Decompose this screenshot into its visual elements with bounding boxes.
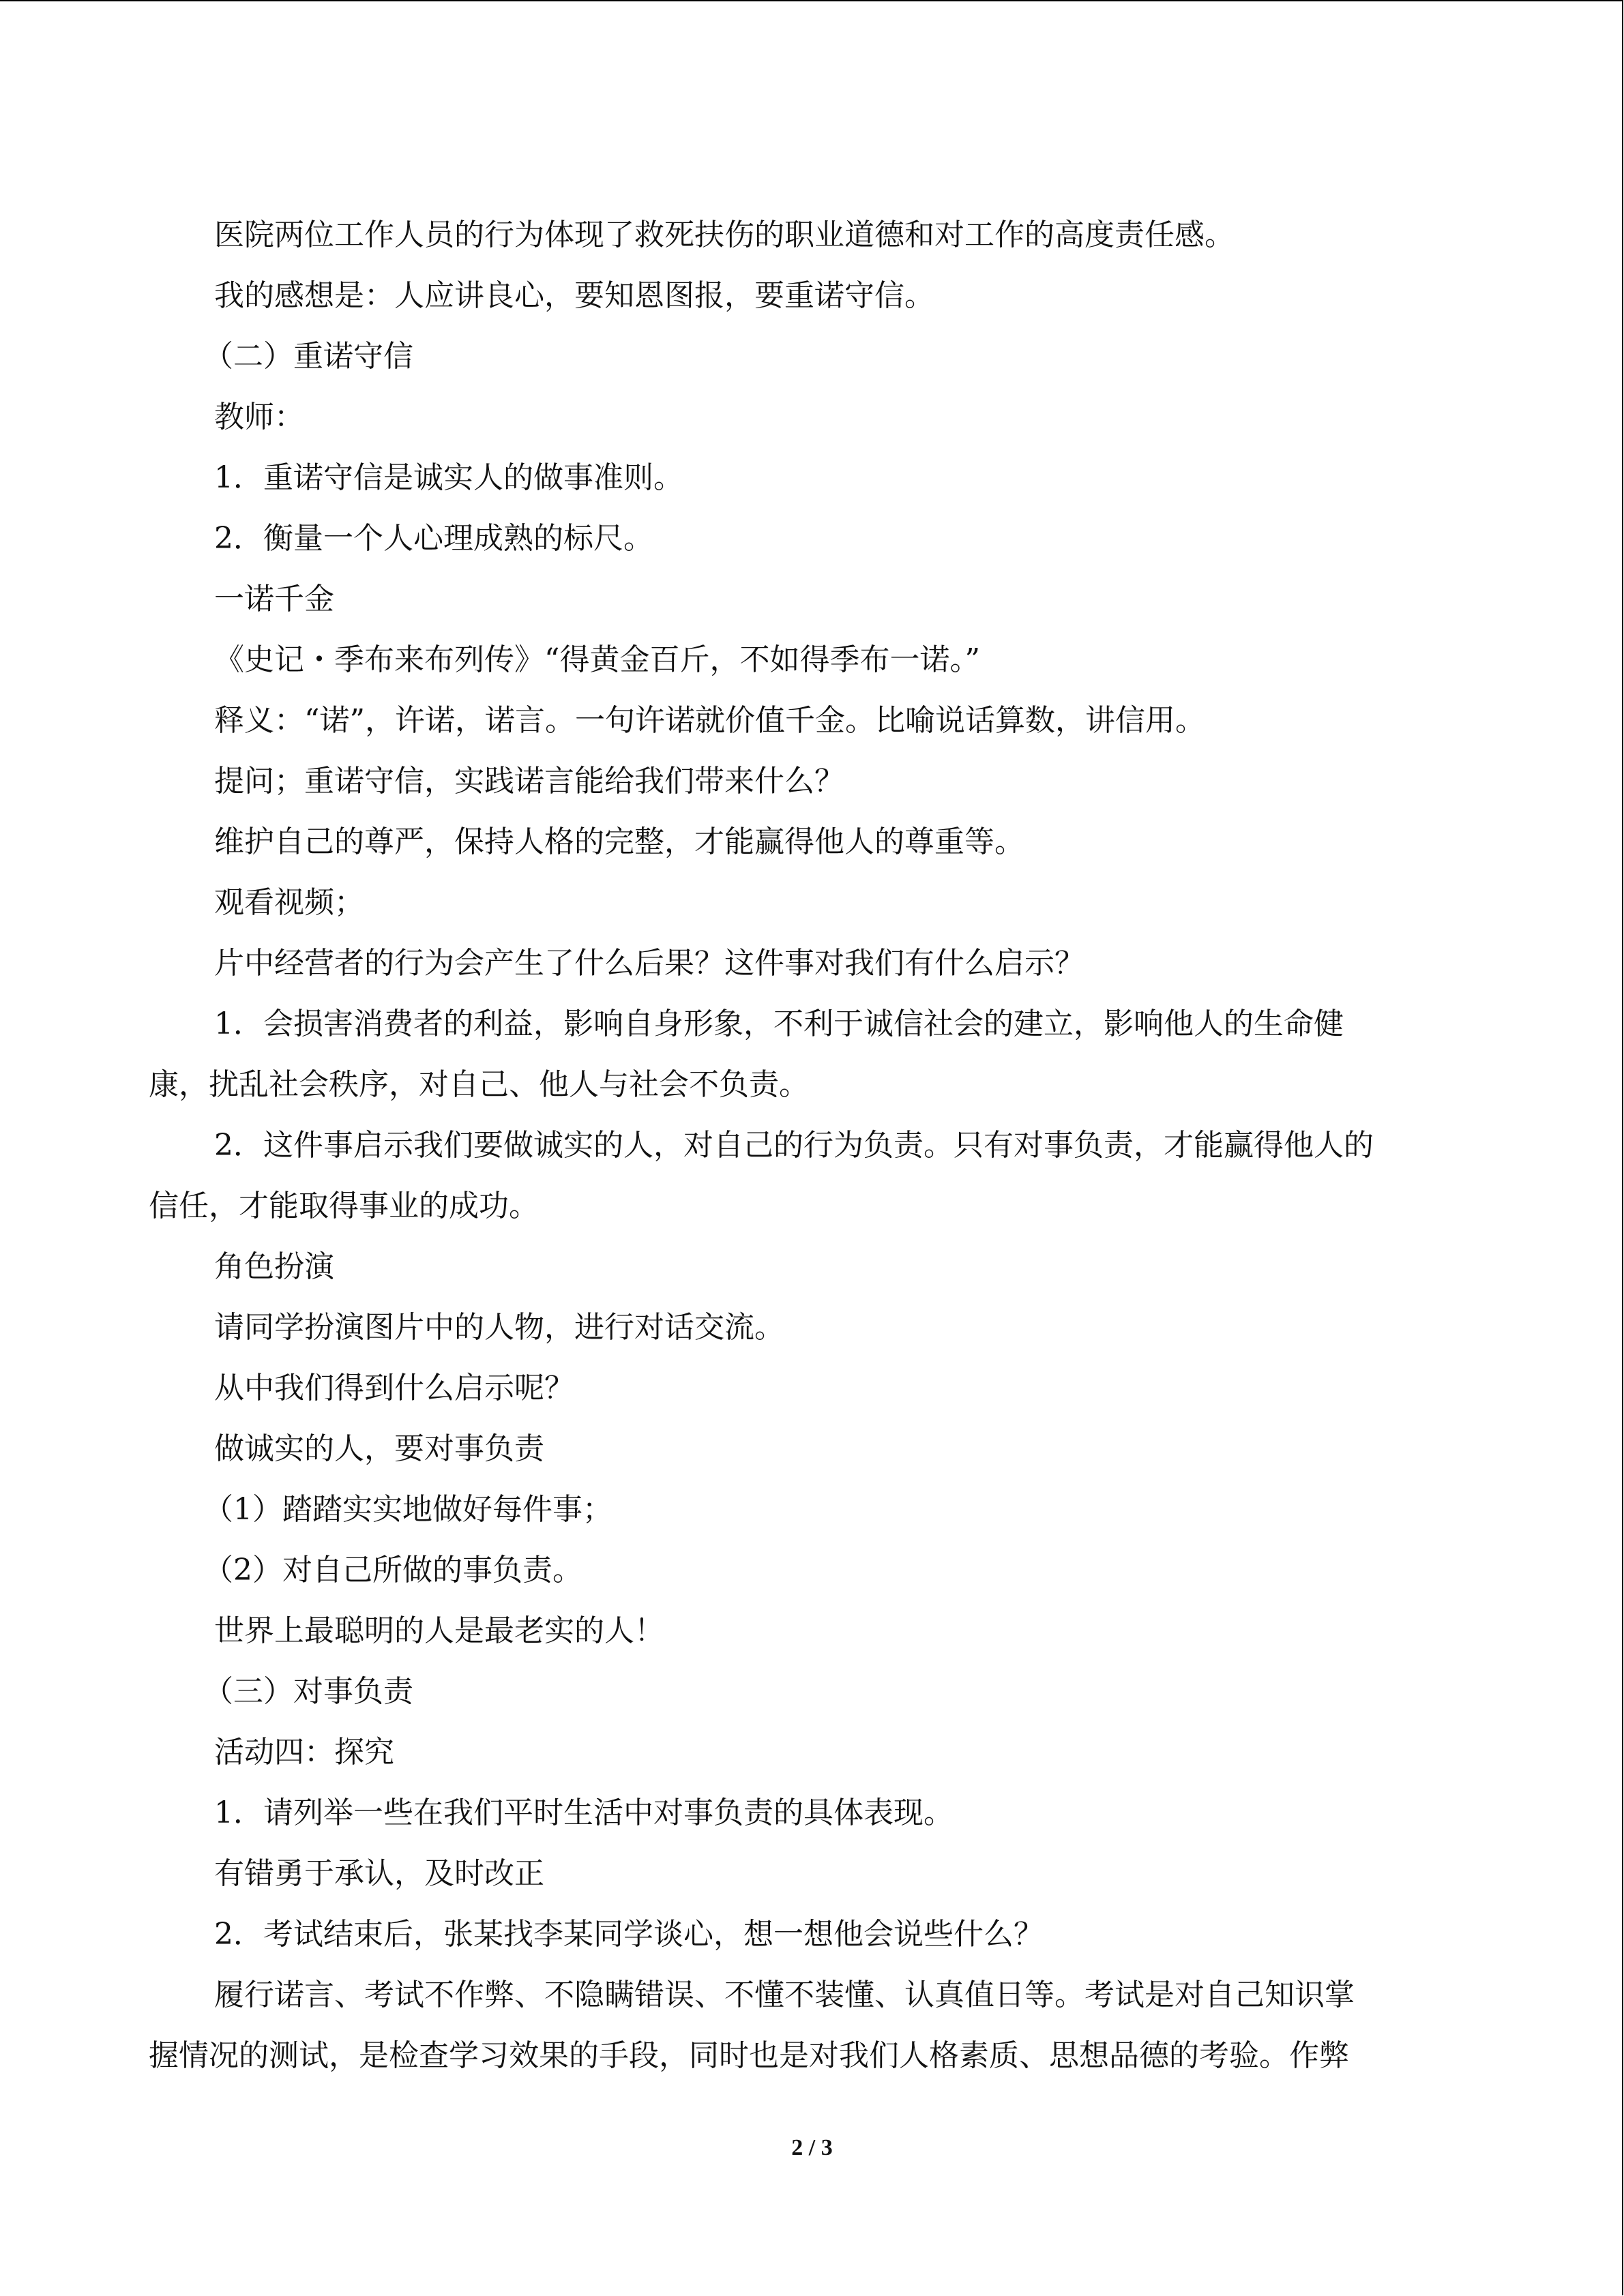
list-item: 1．重诺守信是诚实人的做事准则。 <box>214 460 683 495</box>
paragraph-line: 教师： <box>214 400 304 434</box>
list-item: 2．考试结束后，张某找李某同学谈心，想一想他会说些什么？ <box>214 1917 1044 1952</box>
page-number: 2 / 3 <box>791 2135 833 2160</box>
paragraph-line: 提问；重诺守信，实践诺言能给我们带来什么？ <box>214 764 844 799</box>
paragraph-line: 世界上最聪明的人是最老实的人！ <box>214 1613 664 1648</box>
paragraph-line: 履行诺言、考试不作弊、不隐瞒错误、不懂不装懂、认真值日等。考试是对自己知识掌 <box>214 1978 1355 2012</box>
paragraph-line: 请同学扮演图片中的人物，进行对话交流。 <box>214 1310 784 1345</box>
paragraph-line: 观看视频； <box>214 885 364 920</box>
paragraph-line: 一诺千金 <box>214 582 334 616</box>
paragraph-line: 握情况的测试，是检查学习效果的手段，同时也是对我们人格素质、思想品德的考验。作弊 <box>149 2038 1349 2073</box>
paragraph-line: 释义：“诺”，许诺，诺言。一句许诺就价值千金。比喻说话算数，讲信用。 <box>214 703 1205 738</box>
paragraph-line: 角色扮演 <box>214 1249 334 1284</box>
list-item: 2．衡量一个人心理成熟的标尺。 <box>214 521 653 556</box>
list-item: 1．会损害消费者的利益，影响自身形象，不利于诚信社会的建立，影响他人的生命健 <box>214 1007 1344 1041</box>
paragraph-line: 康，扰乱社会秩序，对自己、他人与社会不负责。 <box>149 1067 809 1102</box>
section-heading: （二）重诺守信 <box>203 339 413 374</box>
list-item: 1．请列举一些在我们平时生活中对事负责的具体表现。 <box>214 1795 954 1830</box>
paragraph-line: 做诚实的人，要对事负责 <box>214 1431 544 1466</box>
section-heading: （三）对事负责 <box>203 1674 413 1709</box>
paragraph-line: 信任，才能取得事业的成功。 <box>149 1189 539 1223</box>
paragraph-line: 有错勇于承认，及时改正 <box>214 1856 544 1891</box>
paragraph-line: 《史记・季布来布列传》“得黄金百斤，不如得季布一诺。” <box>214 642 980 677</box>
paragraph-line: 维护自己的尊严，保持人格的完整，才能赢得他人的尊重等。 <box>214 824 1024 859</box>
paragraph-line: 从中我们得到什么启示呢？ <box>214 1371 574 1405</box>
list-item: 2．这件事启示我们要做诚实的人，对自己的行为负责。只有对事负责，才能赢得他人的 <box>214 1128 1374 1163</box>
list-item: （1）踏踏实实地做好每件事； <box>203 1492 612 1527</box>
paragraph-line: 片中经营者的行为会产生了什么后果？这件事对我们有什么启示？ <box>214 946 1084 981</box>
list-item: （2）对自己所做的事负责。 <box>203 1553 582 1587</box>
paragraph-line: 医院两位工作人员的行为体现了救死扶伤的职业道德和对工作的高度责任感。 <box>214 218 1235 252</box>
paragraph-line: 活动四：探究 <box>214 1735 394 1770</box>
document-body <box>149 205 1475 2086</box>
paragraph-line: 我的感想是：人应讲良心，要知恩图报，要重诺守信。 <box>214 278 934 313</box>
